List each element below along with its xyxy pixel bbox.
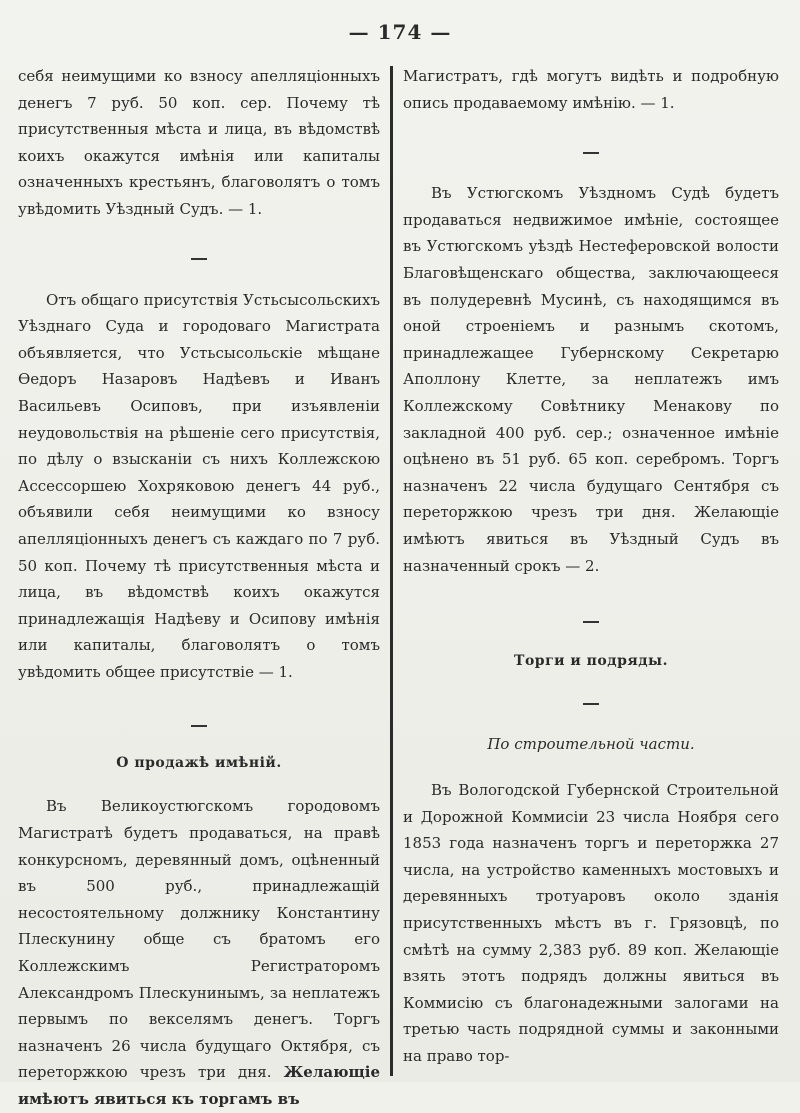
left-paragraph-3-bold: Желающіе имѣютъ явиться къ торгамъ въ	[18, 1063, 380, 1108]
column-divider	[390, 66, 393, 1076]
left-paragraph-1: себя неимущими ко взносу апелляціонныхъ денегъ 7 руб. 50 коп. сер. Почему тѣ присутственныя мѣста и лица, въ вѣдомствѣ коихъ окажутся имѣнія или капиталы означенныхъ крестьянъ, благоволятъ о томъ увѣдомить Уѣздный Судъ. — 1.	[18, 67, 380, 218]
right-paragraph-3: Въ Вологодской Губернской Строительной и Дорожной Коммисіи 23 числа Ноября сего 1853 года назначенъ торгъ и переторжка 27 числа, на устройство каменныхъ мостовыхъ и деревянныхъ тротуаровъ около зданія присутственныхъ мѣстъ въ г. Грязовцѣ, по смѣтѣ на сумму 2,383 руб. 89 коп. Желающіе взять этотъ подрядъ должны явиться въ Коммисію съ благонадежными залогами на третью часть подрядной суммы и законными на право тор-	[403, 781, 779, 1066]
page-number: — 174 —	[348, 20, 452, 44]
left-column	[18, 63, 380, 1113]
subsection-heading-construction: По строительной части.	[487, 735, 695, 754]
left-paragraph-3-text: Въ Великоустюгскомъ городовомъ Магистратѣ будетъ продаваться, на правѣ конкурсномъ, деревянный домъ, оцѣненный въ 500 руб., принадлежащій несостоятельному должнику Константину Плескунину обще съ братомъ его Коллежскимъ Регистраторомъ Александромъ Плескунинымъ, за неплатежъ первымъ по векселямъ денегъ. Торгъ назначенъ 26 числа будущаго Октября, съ переторжкою чрезъ три дня.	[18, 797, 380, 1082]
section-heading-auctions: Торги и подряды.	[514, 653, 668, 670]
left-paragraph-2: Отъ общаго присутствія Устьсысольскихъ Уѣзднаго Суда и городоваго Магистрата объявляется, что Устьсысольскіе мѣщане Ѳедоръ Назаровъ Надѣевъ и Иванъ Васильевъ Осиповъ, при изъявленіи неудовольствія на рѣшеніе сего присутствія, по дѣлу о взысканіи съ нихъ Коллежскою Ассессоршею Хохряковою денегъ 44 руб., объявили себя неимущими ко взносу апелляціонныхъ денегъ съ каждаго по 7 руб. 50 коп. Почему тѣ присутственныя мѣста и лица, въ вѣдомствѣ коихъ окажутся принадлежащія Надѣеву и Осипову имѣнія или капиталы, благоволятъ о томъ увѣдомить общее присутствіе — 1.	[18, 290, 380, 681]
section-heading-property-sale: О продажѣ имѣній.	[116, 755, 282, 772]
right-paragraph-2: Въ Устюгскомъ Уѣздномъ Судѣ будетъ продаваться недвижимое имѣніе, состоящее въ Устюгскомъ уѣздѣ Нестеферовской волости Благовѣщенскаго общества, заключающееся въ полудеревнѣ Мусинѣ, съ находящимся въ оной строеніемъ и разнымъ скотомъ, принадлежащее Губернскому Секретарю Аполлону Клетте, за неплатежъ имъ Коллежскому Совѣтнику Менакову по закладной 400 руб. сер.; означенное имѣніе оцѣнено въ 51 руб. 65 коп. серебромъ. Торгъ назначенъ 22 числа будущаго Сентября съ переторжкою чрезъ три дня. Желающіе имѣютъ явиться въ Уѣздный Судъ въ назначенный срокъ — 2.	[403, 184, 779, 575]
right-paragraph-1: Магистратъ, гдѣ могутъ видѣть и подробную опись продаваемому имѣнію. — 1.	[403, 67, 779, 112]
right-column	[403, 63, 779, 1070]
left-paragraph-3	[18, 793, 380, 1112]
